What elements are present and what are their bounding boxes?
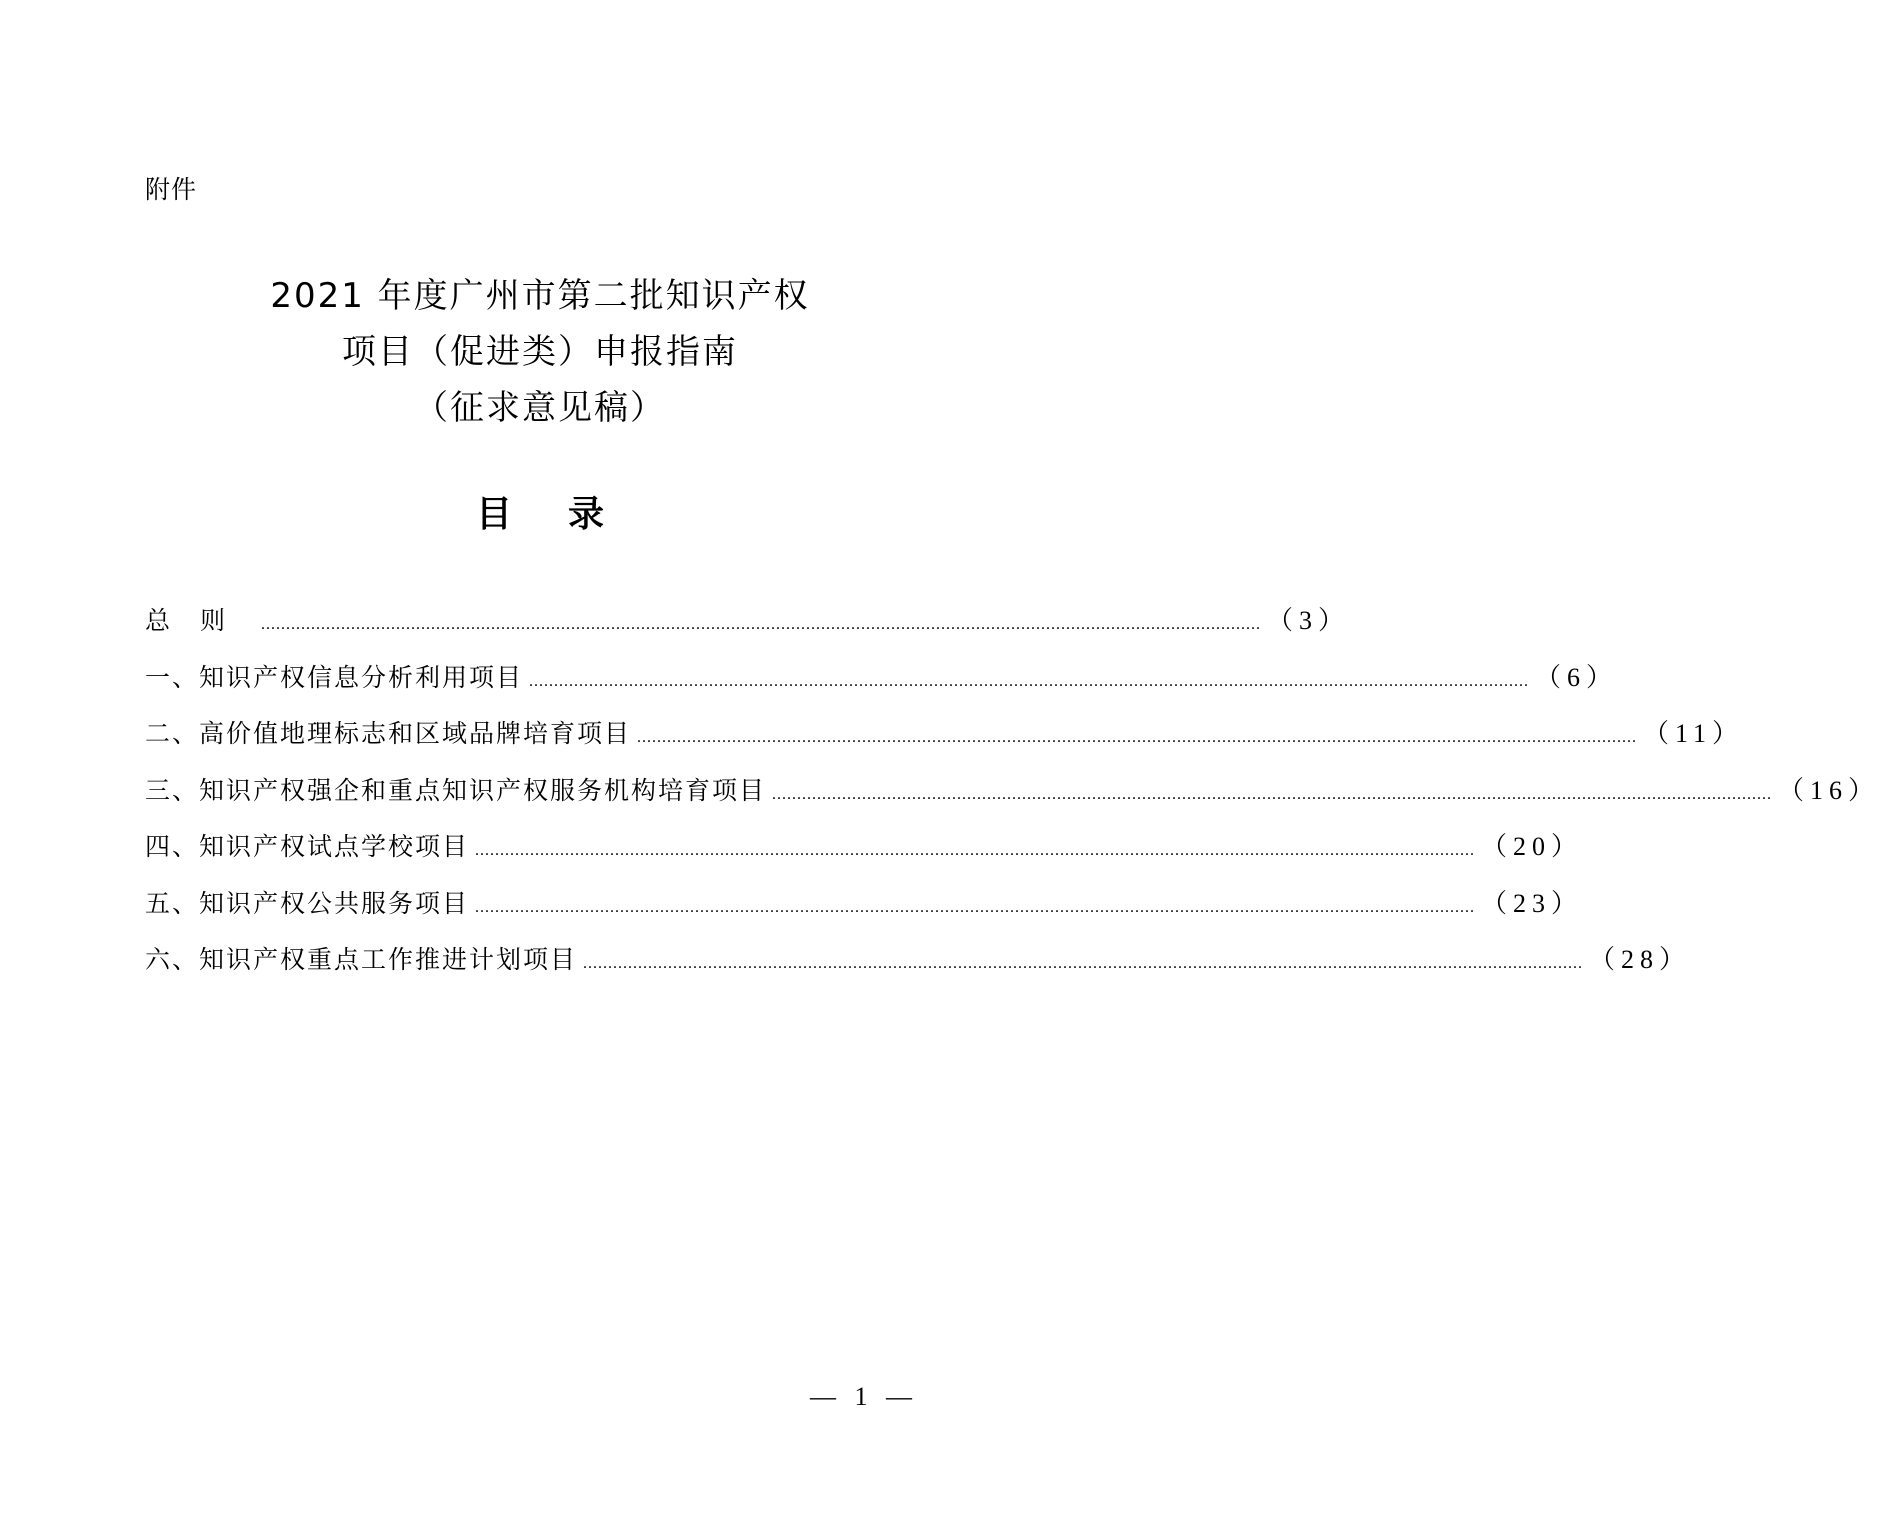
toc-leader-dots: ........................................................................................................................................................................................................ [772, 785, 1773, 803]
toc-entry-page: （20） [1481, 832, 1584, 861]
toc-leader-dots: ........................................................................................................................................................................................................ [475, 898, 1476, 916]
toc-entry-label: 六、知识产权重点工作推进计划项目 [145, 945, 578, 974]
toc-heading: 目录 [475, 494, 660, 535]
title-line-1: 2021 年度广州市第二批知识产权 [270, 276, 810, 316]
toc-entry-page: （3） [1267, 606, 1351, 635]
toc-entry-label: 一、知识产权信息分析利用项目 [145, 662, 524, 692]
toc-entry-4 [145, 826, 1584, 883]
toc-entry-label: 五、知识产权公共服务项目 [145, 888, 470, 918]
toc-leader-dots: ........................................................................................................................................................................................................ [261, 616, 1262, 633]
toc-entry-2 [145, 713, 1745, 770]
toc-entry-label: 二、高价值地理标志和区域品牌培育项目 [145, 719, 632, 748]
toc-entry-5 [145, 883, 1584, 940]
document-title [0, 268, 1080, 436]
toc-entry-1 [145, 657, 1619, 714]
toc-entry-page: （28） [1589, 945, 1692, 974]
toc-entry-general [145, 600, 1351, 657]
toc-entry-page: （16） [1778, 775, 1880, 805]
toc-entry-page: （23） [1481, 888, 1584, 918]
toc-leader-dots: ........................................................................................................................................................................................................ [475, 842, 1476, 859]
title-line-2: 项目（促进类）申报指南 [342, 332, 738, 372]
toc-entry-label: 四、知识产权试点学校项目 [145, 832, 470, 861]
toc-entry-6 [145, 939, 1692, 996]
toc-leader-dots: ........................................................................................................................................................................................................ [637, 729, 1638, 746]
table-of-contents [145, 600, 1880, 996]
toc-leader-dots: ........................................................................................................................................................................................................ [529, 672, 1530, 690]
title-line-3: （征求意见稿） [414, 388, 666, 428]
toc-entry-page: （6） [1535, 662, 1619, 692]
toc-leader-dots: ........................................................................................................................................................................................................ [583, 955, 1584, 972]
attachment-label: 附件 [145, 175, 198, 204]
toc-entry-3 [145, 770, 1880, 827]
toc-entry-page: （11） [1643, 719, 1745, 748]
toc-entry-label: 三、知识产权强企和重点知识产权服务机构培育项目 [145, 775, 767, 805]
toc-entry-label: 总则 [145, 606, 256, 635]
page-number: — 1 — [810, 1382, 918, 1411]
